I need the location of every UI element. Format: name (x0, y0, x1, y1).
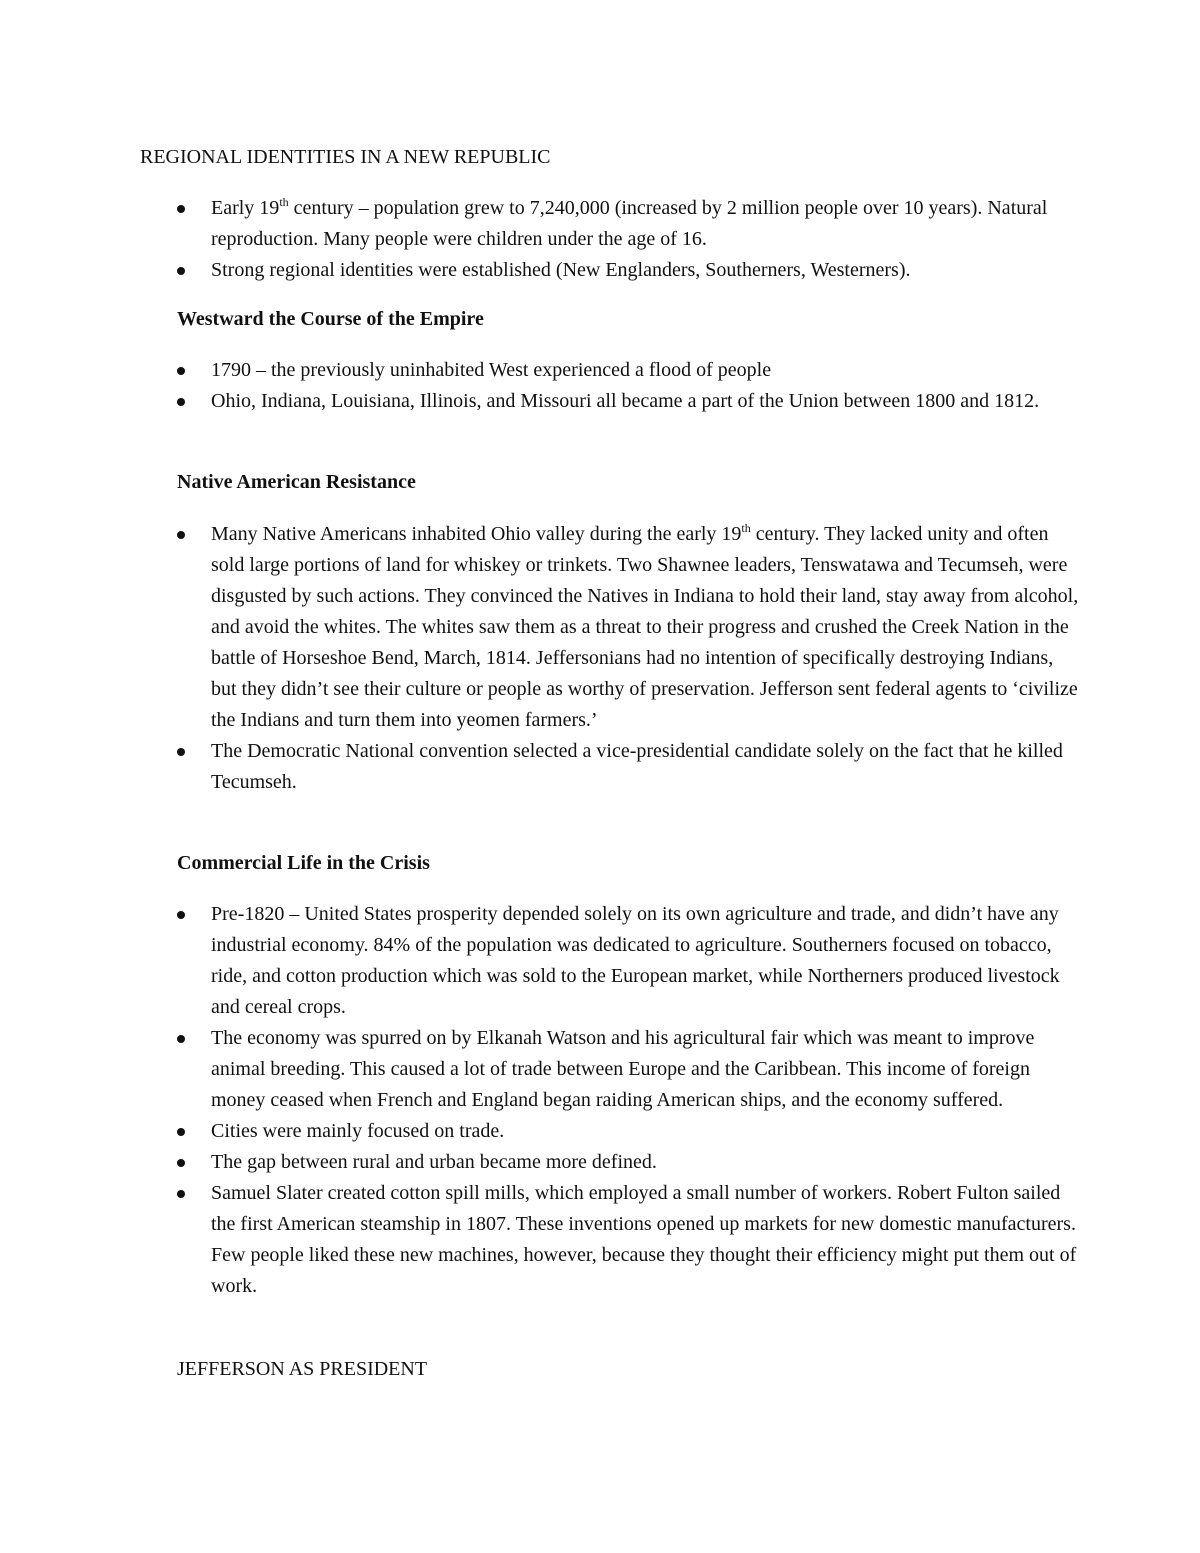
list-item: Ohio, Indiana, Louisiana, Illinois, and Missouri all became a part of the Union between 1800 and 1812. (211, 386, 1081, 417)
bullet-text: Early 19 (211, 197, 280, 219)
list-item (211, 519, 1081, 736)
list-item: The economy was spurred on by Elkanah Watson and his agricultural fair which was meant to improve animal breeding. This caused a lot of trade between Europe and the Caribbean. This income of foreign money ceased when French and England began raiding American ships, and the economy suffered. (211, 1023, 1081, 1116)
list-item (211, 193, 1081, 255)
ordinal-superscript: th (279, 195, 289, 209)
bullet-text: Many Native Americans inhabited Ohio valley during the early 19 (211, 523, 742, 545)
list-item: 1790 – the previously uninhabited West experienced a flood of people (211, 355, 1081, 386)
section-heading: Native American Resistance (177, 471, 416, 493)
section-bullet-list (211, 899, 1081, 1302)
list-item: Strong regional identities were established (New Englanders, Southerners, Westerners). (211, 255, 1081, 286)
section-heading: JEFFERSON AS PRESIDENT (177, 1358, 428, 1380)
section-heading: Westward the Course of the Empire (177, 308, 484, 330)
bullet-text: century – population grew to 7,240,000 (increased by 2 million people over 10 years). Natural reproduction. Many people were children under the age of 16. (211, 197, 1048, 250)
list-item: The gap between rural and urban became more defined. (211, 1147, 1081, 1178)
bullet-text: century. They lacked unity and often sold large portions of land for whiskey or trinkets. Two Shawnee leaders, Tenswatawa and Tecumseh, were disgusted by such actions. They convinced the Natives in Indiana to hold their land, stay away from alcohol, and avoid the whites. The whites saw them as a threat to their progress and crushed the Creek Nation in the battle of Horseshoe Bend, March, 1814. Jeffersonians had no intention of specifically destroying Indians, but they didn’t see their culture or people as worthy of preservation. Jefferson sent federal agents to ‘civilize the Indians and turn them into yeomen farmers.’ (211, 523, 1079, 731)
section-bullet-list (211, 519, 1081, 798)
ordinal-superscript: th (741, 521, 751, 535)
section-heading: Commercial Life in the Crisis (177, 852, 430, 874)
document-title: REGIONAL IDENTITIES IN A NEW REPUBLIC (140, 146, 551, 168)
list-item: Pre-1820 – United States prosperity depended solely on its own agriculture and trade, and didn’t have any industrial economy. 84% of the population was dedicated to agriculture. Southerners focused on tobacco, ride, and cotton production which was sold to the European market, while Northerners produced livestock and cereal crops. (211, 899, 1081, 1023)
section-bullet-list (211, 355, 1081, 417)
list-item: Samuel Slater created cotton spill mills, which employed a small number of workers. Robert Fulton sailed the first American steamship in 1807. These inventions opened up markets for new domestic manufacturers. Few people liked these new machines, however, because they thought their efficiency might put them out of work. (211, 1178, 1081, 1302)
intro-bullet-list (211, 193, 1081, 286)
list-item: Cities were mainly focused on trade. (211, 1116, 1081, 1147)
list-item: The Democratic National convention selected a vice-presidential candidate solely on the fact that he killed Tecumseh. (211, 736, 1081, 798)
